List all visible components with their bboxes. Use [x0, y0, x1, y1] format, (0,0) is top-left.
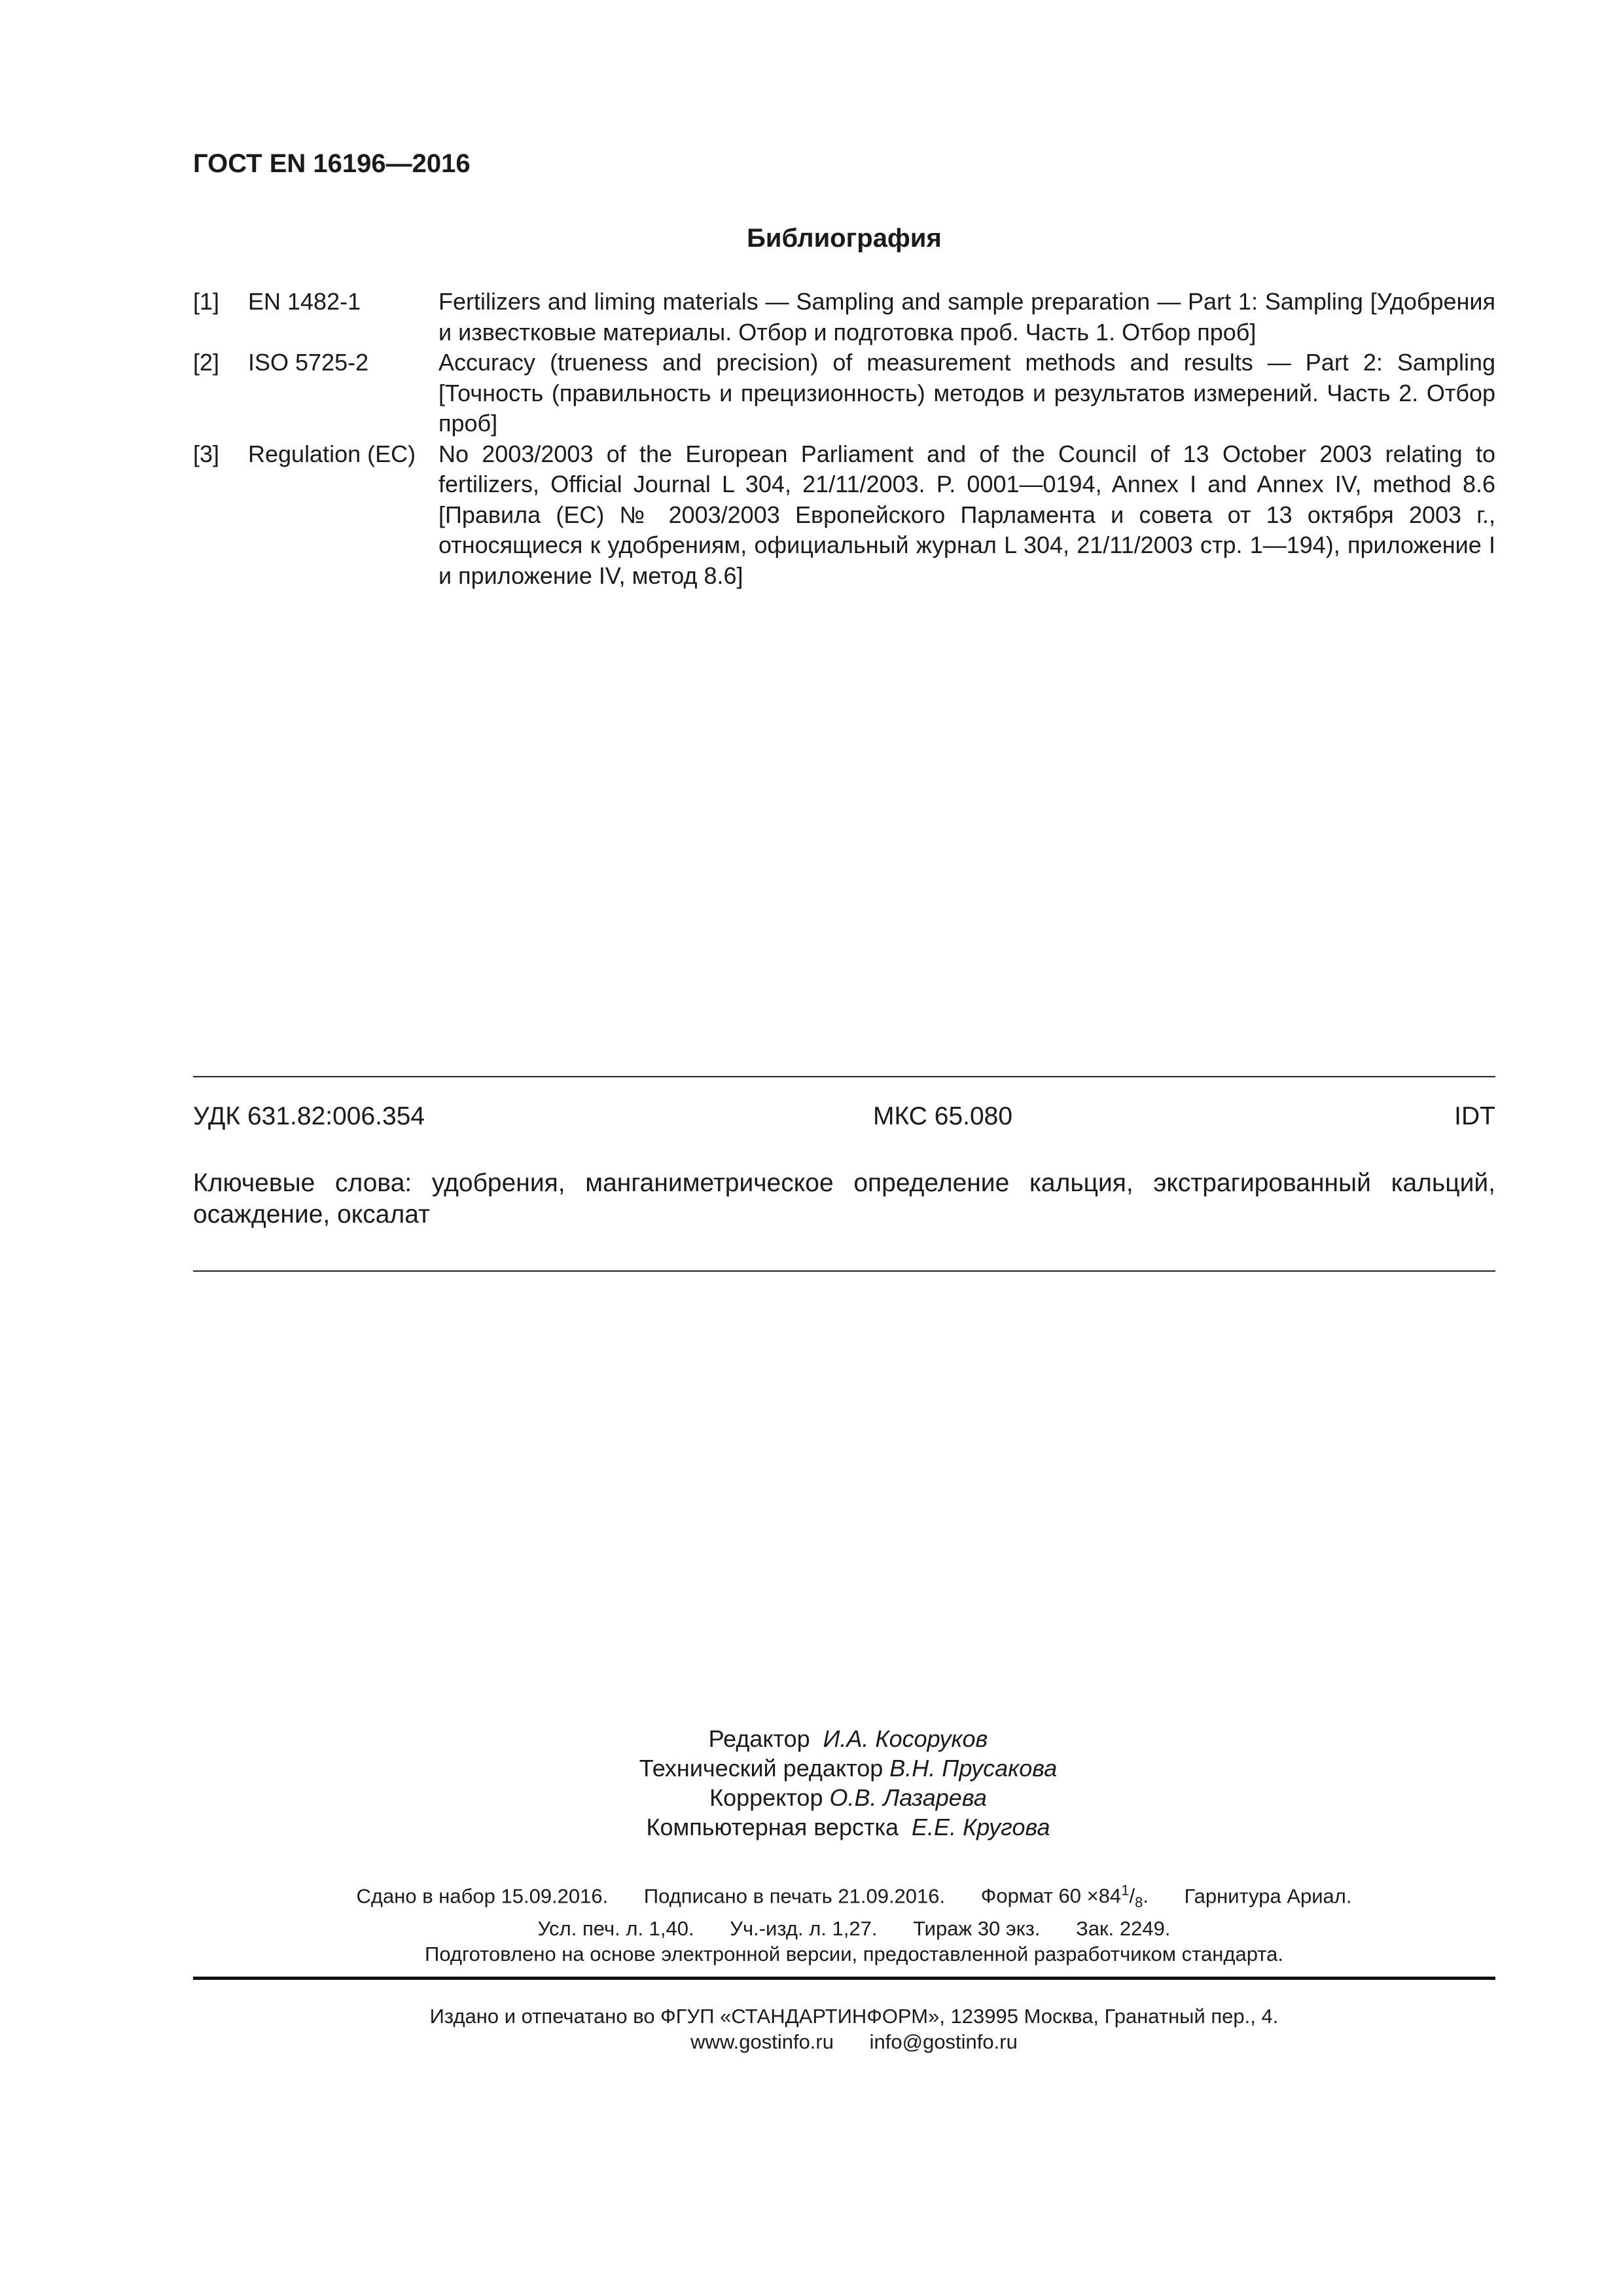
- reference-code: Regulation (EC): [248, 440, 416, 467]
- reference-code: EN 1482-1: [248, 288, 361, 315]
- corrector-line: [73, 1783, 1623, 1812]
- reference-item: [193, 348, 1495, 439]
- layout-label: Компьютерная верстка: [646, 1814, 899, 1840]
- format-numerator: 1: [1121, 1882, 1130, 1899]
- imprint-line-2: [85, 1916, 1623, 1941]
- tech-editor-line: [73, 1753, 1623, 1783]
- editorial-credits: [0, 1724, 1623, 1842]
- reference-number: [1]: [193, 288, 220, 315]
- reference-code: ISO 5725-2: [248, 349, 369, 376]
- format-denominator: 8: [1135, 1894, 1143, 1911]
- divider-top: [193, 1076, 1495, 1077]
- submitted-date: Сдано в набор 15.09.2016.: [356, 1884, 609, 1908]
- corrector-name: О.В. Лазарева: [829, 1784, 987, 1811]
- idt-label: IDT: [1454, 1102, 1495, 1130]
- editor-name: И.А. Косоруков: [823, 1725, 988, 1752]
- format-suffix: .: [1143, 1884, 1149, 1908]
- editor-label: Редактор: [708, 1725, 810, 1752]
- reference-item: [193, 287, 1495, 348]
- website-link[interactable]: www.gostinfo.ru: [690, 2030, 834, 2053]
- publication-sheets: Уч.-изд. л. 1,27.: [730, 1916, 878, 1940]
- layout-name: Е.Е. Кругова: [912, 1814, 1050, 1840]
- prepared-note: Подготовлено на основе электронной версии, предоставленной разработчиком стандарта.: [425, 1942, 1283, 1965]
- typeface: Гарнитура Ариал.: [1184, 1884, 1352, 1908]
- corrector-label: Корректор: [709, 1784, 823, 1811]
- format-prefix: Формат 60 ×84: [980, 1884, 1122, 1908]
- print-imprint: [0, 1878, 1623, 1967]
- layout-line: [73, 1812, 1623, 1842]
- order-number: Зак. 2249.: [1076, 1916, 1171, 1940]
- mks-code: МКС 65.080: [873, 1102, 1013, 1130]
- print-sheets: Усл. печ. л. 1,40.: [537, 1916, 694, 1940]
- divider-bottom: [193, 1270, 1495, 1272]
- document-code: ГОСТ EN 16196—2016: [193, 149, 471, 178]
- reference-item: [193, 439, 1495, 592]
- udk-code: УДК 631.82:006.354: [193, 1102, 425, 1130]
- divider-imprint: [193, 1977, 1495, 1980]
- reference-number: [2]: [193, 349, 220, 376]
- publisher-line: Издано и отпечатано во ФГУП «СТАНДАРТИНФОРМ», 123995 Москва, Гранатный пер., 4.: [429, 2005, 1279, 2028]
- paper-format: Формат $60 \times 84^1/_8$.: [980, 1882, 1149, 1911]
- bibliography-title: Библиография: [747, 224, 942, 253]
- signed-date: Подписано в печать 21.09.2016.: [643, 1884, 946, 1908]
- publisher-contacts: [85, 2029, 1623, 2054]
- reference-text: Fertilizers and liming materials — Sampling and sample preparation — Part 1: Sampling [Удобрения и известковые материалы. Отбор и подготовка проб. Часть 1. Отбор проб]: [438, 288, 1495, 346]
- reference-number: [3]: [193, 440, 220, 467]
- publisher-info: [0, 2003, 1623, 2054]
- reference-list: [193, 287, 1495, 591]
- reference-text: No 2003/2003 of the European Parliament and of the Council of 13 October 2003 relating to fertilizers, Official Journal L 304, 21/11/2003. P. 0001—0194, Annex I and Annex IV, method 8.6 [Правила (ЕС) № 2003/2003 Европейского Парламента и совета от 13 октября 2003 г., относящиеся к удобрениям, официальный журнал L 304, 21/11/2003 стр. 1—194), приложение I и приложение IV, метод 8.6]: [438, 440, 1495, 589]
- email-link[interactable]: info@gostinfo.ru: [869, 2030, 1018, 2053]
- circulation: Тираж 30 экз.: [913, 1916, 1041, 1940]
- tech-editor-label: Технический редактор: [639, 1755, 883, 1782]
- keywords: Ключевые слова: удобрения, манганиметрическое определение кальция, экстрагированный кальций, осаждение, оксалат: [193, 1169, 1495, 1229]
- reference-text: Accuracy (trueness and precision) of measurement methods and results — Part 2: Sampling [Точность (правильность и прецизионность) методов и результатов измерений. Часть 2. Отбор проб]: [438, 349, 1495, 437]
- imprint-line-1: [85, 1878, 1623, 1916]
- editor-line: [73, 1724, 1623, 1753]
- tech-editor-name: В.Н. Прусакова: [889, 1755, 1058, 1782]
